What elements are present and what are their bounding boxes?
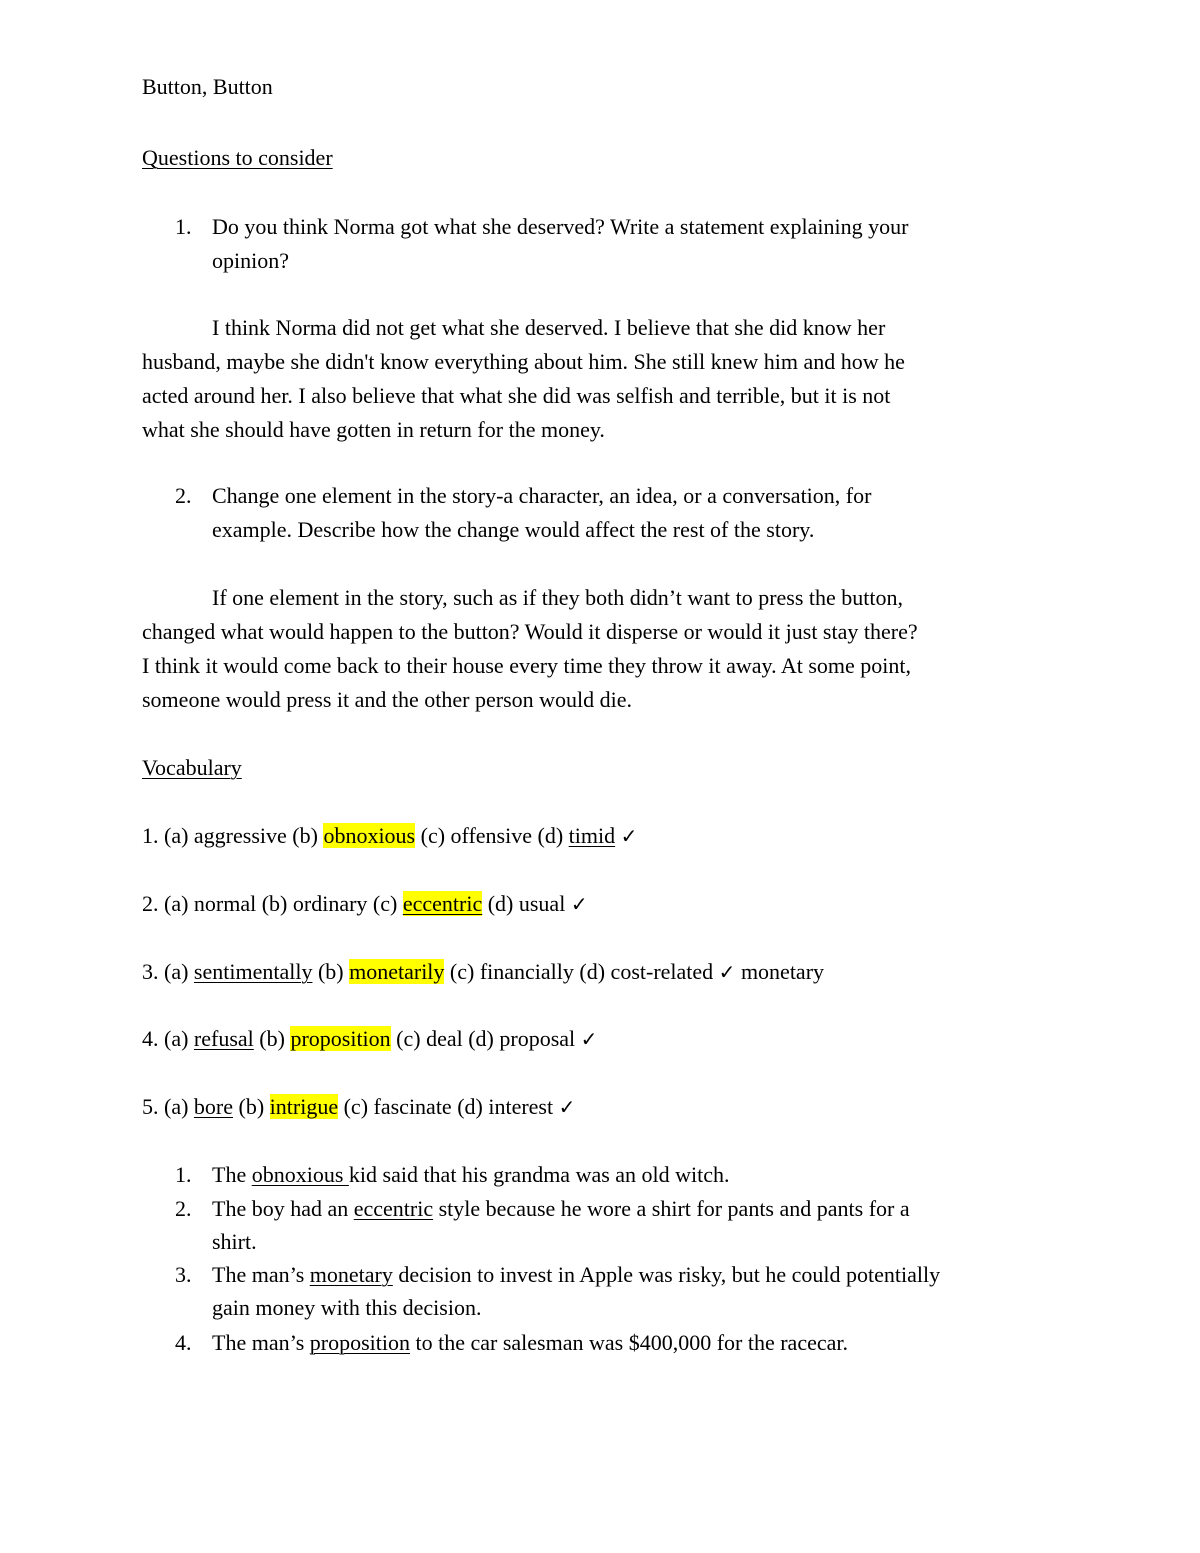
answer-1-line4: what she should have gotten in return for the money. <box>142 417 605 442</box>
sentence-1-number: 1. <box>175 1162 192 1187</box>
underlined-word: obnoxious <box>251 1162 349 1187</box>
highlighted-word: proposition <box>290 1026 391 1051</box>
checkmark-icon: ✓ <box>558 1095 576 1119</box>
underlined-word: eccentric <box>353 1196 434 1221</box>
answer-2-line1: If one element in the story, such as if they both didn’t want to press the button, <box>212 585 904 610</box>
sentence-3-number: 3. <box>175 1262 192 1287</box>
question-1-line1: Do you think Norma got what she deserved? Write a statement explaining your <box>212 214 909 239</box>
highlighted-word: obnoxious <box>323 823 416 848</box>
vocab-item-5: 5. (a) bore (b) intrigue (c) fascinate (d) interest ✓ <box>142 1094 576 1119</box>
highlighted-word: eccentric <box>402 891 483 916</box>
questions-heading: Questions to consider <box>142 145 333 170</box>
underlined-word: refusal <box>193 1026 254 1051</box>
answer-2-line3: I think it would come back to their house every time they throw it away. At some point, <box>142 653 912 678</box>
answer-2-line4: someone would press it and the other person would die. <box>142 687 633 712</box>
vocab-item-1: 1. (a) aggressive (b) obnoxious (c) offensive (d) timid ✓ <box>142 823 638 848</box>
sentence-2-continuation: shirt. <box>212 1229 257 1254</box>
answer-1-line1: I think Norma did not get what she deserved. I believe that she did know her <box>212 315 886 340</box>
sentence-2-number: 2. <box>175 1196 192 1221</box>
underlined-word: proposition <box>309 1330 410 1355</box>
checkmark-icon: ✓ <box>570 892 588 916</box>
vocabulary-heading: Vocabulary <box>142 755 242 780</box>
sentence-3-continuation: gain money with this decision. <box>212 1295 482 1320</box>
underlined-word: bore <box>193 1094 234 1119</box>
vocab-item-3: 3. (a) sentimentally (b) monetarily (c) financially (d) cost-related ✓ monetary <box>142 959 825 984</box>
answer-1-line2: husband, maybe she didn't know everything about him. She still knew him and how he <box>142 349 905 374</box>
sentence-3: The man’s monetary decision to invest in Apple was risky, but he could potentially <box>212 1262 941 1287</box>
vocab-item-2: 2. (a) normal (b) ordinary (c) eccentric (d) usual ✓ <box>142 891 588 916</box>
question-1-line2: opinion? <box>212 248 289 273</box>
highlighted-word: monetarily <box>349 959 445 984</box>
question-2-line1: Change one element in the story-a character, an idea, or a conversation, for <box>212 483 872 508</box>
question-2-number: 2. <box>175 483 192 508</box>
highlighted-word: intrigue <box>269 1094 339 1119</box>
sentence-1: The obnoxious kid said that his grandma was an old witch. <box>212 1162 730 1187</box>
answer-1-line3: acted around her. I also believe that what she did was selfish and terrible, but it is not <box>142 383 891 408</box>
vocab-note: monetary <box>740 959 825 984</box>
checkmark-icon: ✓ <box>580 1027 598 1051</box>
answer-2-line2: changed what would happen to the button? Would it disperse or would it just stay there? <box>142 619 918 644</box>
question-1-number: 1. <box>175 214 192 239</box>
sentence-4: The man’s proposition to the car salesman was $400,000 for the racecar. <box>212 1330 848 1355</box>
underlined-word: monetary <box>309 1262 393 1287</box>
underlined-word: timid <box>568 823 616 848</box>
checkmark-icon: ✓ <box>718 960 736 984</box>
underlined-word: sentimentally <box>193 959 313 984</box>
document-title: Button, Button <box>142 74 273 99</box>
question-2-line2: example. Describe how the change would affect the rest of the story. <box>212 517 815 542</box>
sentence-2: The boy had an eccentric style because he wore a shirt for pants and pants for a <box>212 1196 910 1221</box>
vocab-item-4: 4. (a) refusal (b) proposition (c) deal (d) proposal ✓ <box>142 1026 598 1051</box>
checkmark-icon: ✓ <box>620 824 638 848</box>
sentence-4-number: 4. <box>175 1330 192 1355</box>
